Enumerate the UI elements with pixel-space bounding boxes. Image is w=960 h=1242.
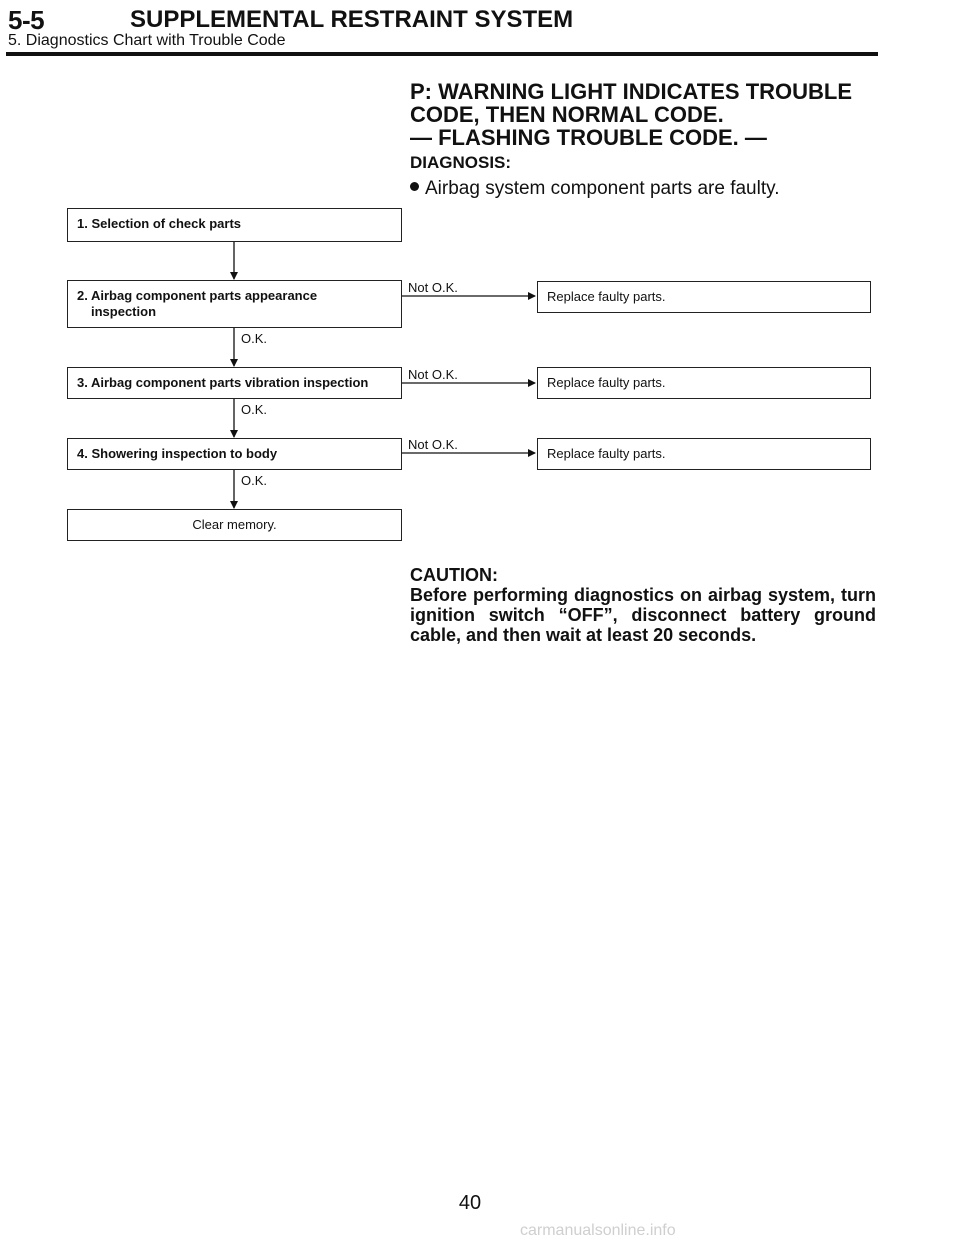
section-title: SUPPLEMENTAL RESTRAINT SYSTEM	[130, 6, 574, 33]
caution-text: Before performing diagnostics on airbag system, turn ignition switch “OFF”, disconnect battery ground cable, and then wait at least 20 seconds.	[410, 585, 876, 645]
step-2-appearance-box	[67, 280, 402, 328]
procedure-title-line-2: CODE, THEN NORMAL CODE.	[410, 102, 724, 127]
not-ok-label-step-2: Not O.K.	[408, 280, 458, 295]
action-box-step-2	[537, 281, 871, 313]
step-1-selection-box	[67, 208, 402, 242]
ok-label-step-4: O.K.	[241, 473, 268, 488]
page-number: 40	[458, 1192, 482, 1214]
not-ok-label-step-4: Not O.K.	[408, 437, 458, 452]
step-4-showering-box	[67, 438, 402, 470]
clear-memory-label: Clear memory.	[192, 517, 277, 532]
action-label-step-4: Replace faulty parts.	[547, 446, 666, 461]
ok-label-step-2: O.K.	[241, 331, 268, 346]
step-2-label-line-2: inspection	[91, 304, 157, 319]
section-number: 5-5	[8, 5, 45, 35]
diagnosis-heading: DIAGNOSIS:	[410, 153, 512, 172]
action-label-step-2: Replace faulty parts.	[547, 289, 666, 304]
step-4-label: 4. Showering inspection to body	[77, 446, 278, 461]
subsection-title: 5. Diagnostics Chart with Trouble Code	[8, 32, 286, 49]
procedure-title-line-3: — FLASHING TROUBLE CODE. —	[410, 125, 767, 150]
step-1-label: 1. Selection of check parts	[77, 216, 242, 231]
action-box-step-3	[537, 367, 871, 399]
step-3-vibration-box	[67, 367, 402, 399]
caution-heading: CAUTION:	[410, 565, 498, 585]
not-ok-label-step-3: Not O.K.	[408, 367, 458, 382]
clear-memory-box	[67, 509, 402, 541]
watermark: carmanualsonline.info	[520, 1222, 676, 1239]
ok-label-step-3: O.K.	[241, 402, 268, 417]
step-2-label-line-1: 2. Airbag component parts appearance	[77, 288, 318, 303]
step-3-label: 3. Airbag component parts vibration inspection	[77, 375, 369, 390]
action-label-step-3: Replace faulty parts.	[547, 375, 666, 390]
diagnosis-item-text: Airbag system component parts are faulty.	[425, 178, 780, 199]
action-box-step-4	[537, 438, 871, 470]
procedure-title-line-1: P: WARNING LIGHT INDICATES TROUBLE	[410, 79, 853, 104]
